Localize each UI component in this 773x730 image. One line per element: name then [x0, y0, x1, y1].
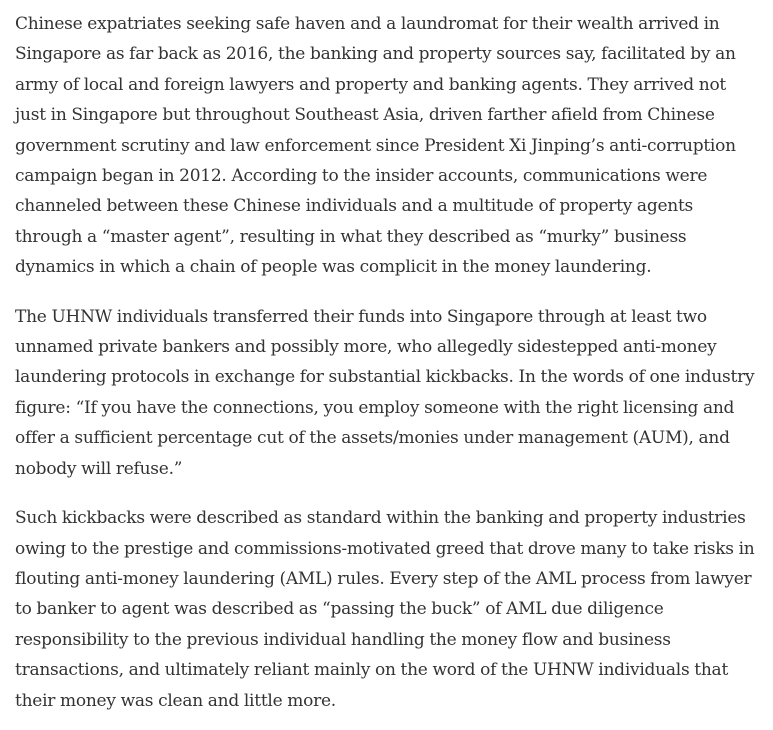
article-paragraph: The UHNW individuals transferred their funds into Singapore through at least two unnamed private bankers and possibly more, who allegedly sidestepped anti-money laundering protocols in exchange for substantial kickbacks. In the words of one industry figure: “If you have the connections, you employ someone with the right licensing and offer a sufficient percentage cut of the assets/monies under management (AUM), and nobody will refuse.”: [15, 306, 755, 479]
article-paragraph: Chinese expatriates seeking safe haven and a laundromat for their wealth arrived in Singapore as far back as 2016, the banking and property sources say, facilitated by an army of local and foreign lawyers and property and banking agents. They arrived not just in Singapore but throughout Southeast Asia, driven farther afield from Chinese government scrutiny and law enforcement since President Xi Jinping’s anti-corruption campaign began in 2012. According to the insider accounts, communications were channeled between these Chinese individuals and a multitude of property agents through a “master agent”, resulting in what they described as “murky” business dynamics in which a chain of people was complicit in the money laundering.: [15, 14, 736, 278]
article-paragraph: Such kickbacks were described as standard within the banking and property industries owing to the prestige and commissions-motivated greed that drove many to take risks in flouting anti-money laundering (AML) rules. Every step of the AML process from lawyer to banker to agent was described as “passing the buck” of AML due diligence responsibility to the previous individual handling the money flow and business transactions, and ultimately reliant mainly on the word of the UHNW individuals that their money was clean and little more.: [15, 508, 755, 711]
